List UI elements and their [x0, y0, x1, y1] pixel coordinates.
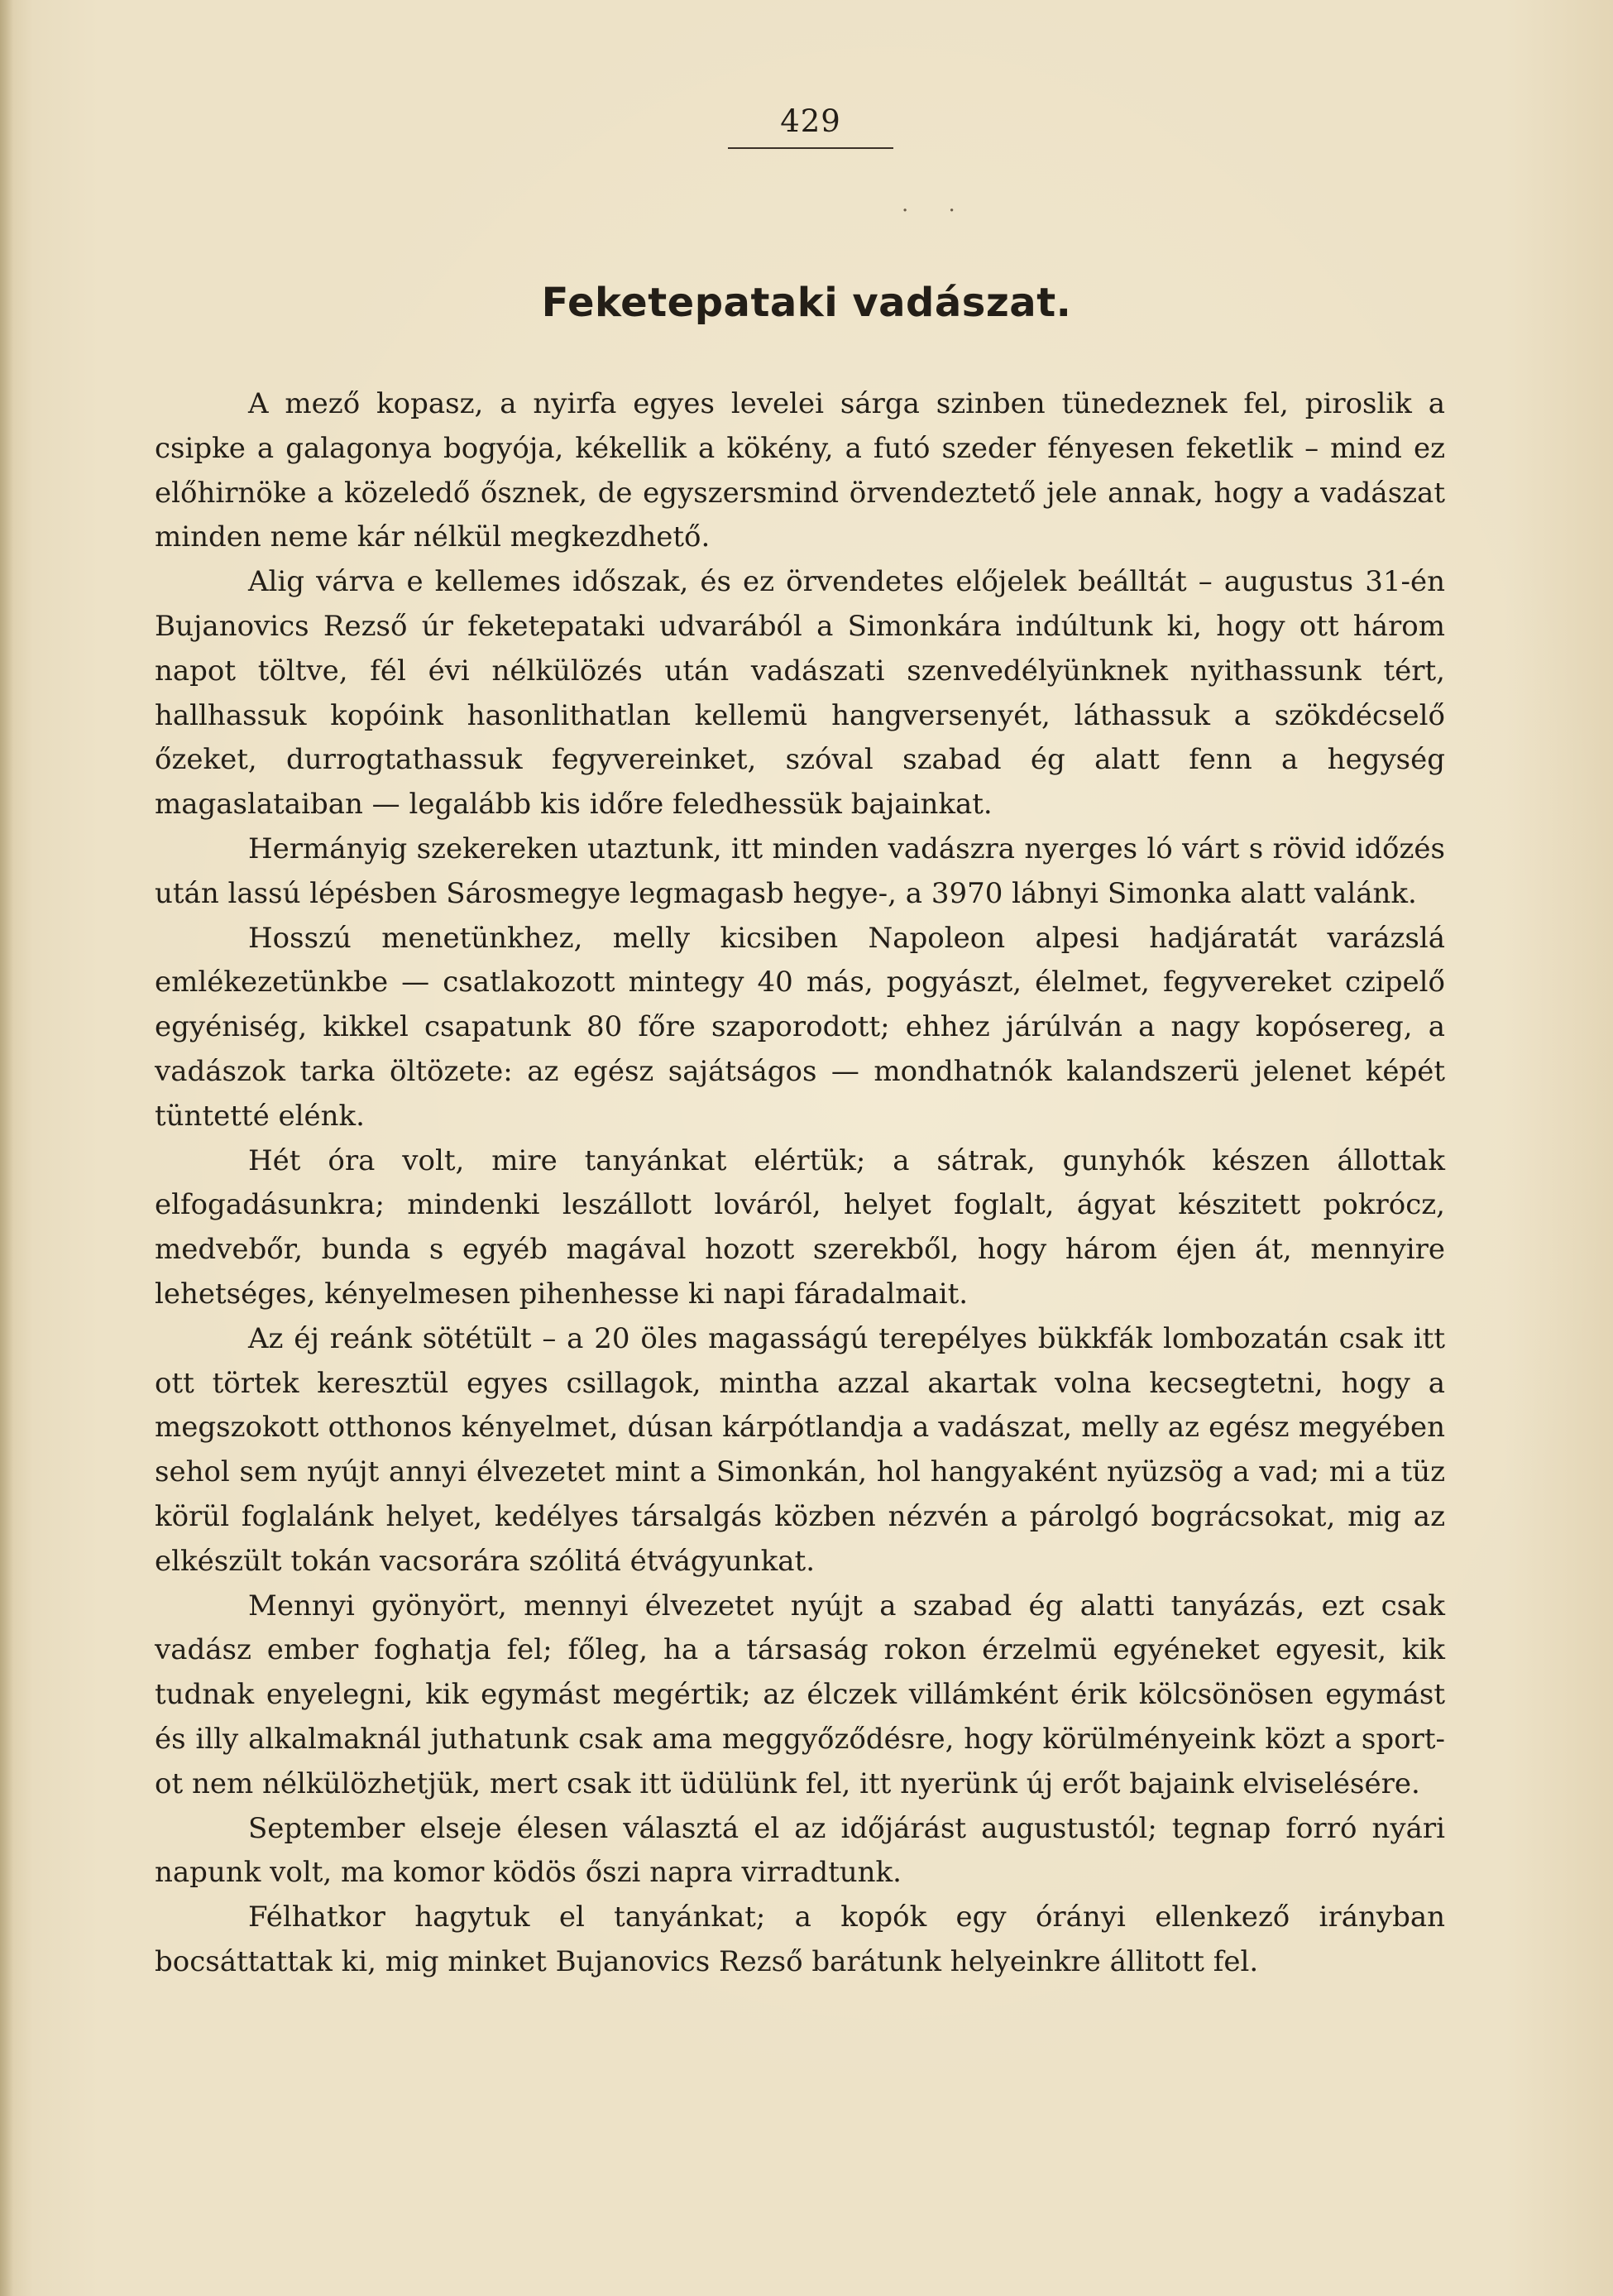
paragraph-9: Félhatkor hagytuk el tanyánkat; a kopók egy órányi ellenkező irányban bocsáttattak ki, mig minket Bujanovics Rezső barátunk helyeinkre állitott fel. — [155, 1901, 1445, 1978]
paragraph-4: Hosszú menetünkhez, melly kicsiben Napoleon alpesi hadjáratát varázslá emlékezetünkbe — csatlakozott mintegy 40 más, pogyászt, élelmet, fegyvereket czipelő egyéniség, kikkel csapatunk 80 főre szaporodott; ehhez járúlván a nagy kopósereg, a vadászok tarka öltözete: az egész sajátságos — mondhatnók kalandszerü jelenet képét tüntetté elénk. — [155, 921, 1445, 1133]
article-title: Feketepataki vadászat. — [541, 280, 1072, 326]
paragraph-2: Alig várva e kellemes időszak, és ez örvendetes előjelek beálltát – augustus 31-én Bujanovics Rezső úr feketepataki udvarából a Simonkára indúltunk ki, hogy ott három napot töltve, fél évi nélkülözés után vadászati szenvedélyünknek nyithassunk tért, hallhassuk kopóink hasonlithatlan kellemü hangversenyét, láthassuk a szökdécselő őzeket, durrogtathassuk fegyvereinket, szóval szabad ég alatt fenn a hegység magaslataiban — legalább kis időre feledhessük bajainkat. — [155, 565, 1445, 822]
paragraph-7: Mennyi gyönyört, mennyi élvezetet nyújt a szabad ég alatti tanyázás, ezt csak vadász ember foghatja fel; főleg, ha a társaság rokon érzelmü egyéneket egyesit, kik tudnak enyelegni, kik egymást megértik; az élczek villámként érik kölcsönösen egymást és illy alkalmaknál juthatunk csak ama meggyőződésre, hogy körülményeink közt a sport-ot nem nélkülözhetjük, mert csak itt üdülünk fel, itt nyerünk új erőt bajaink elviselésére. — [155, 1589, 1445, 1800]
paragraph-5: Hét óra volt, mire tanyánkat elértük; a sátrak, gunyhók készen állottak elfogadásunkra; mindenki leszállott lováról, helyet foglalt, ágyat készitett pokrócz, medvebőr, bunda s egyéb magával hozott szerekből, hogy három éjen át, mennyire lehetséges, kényelmesen pihenhesse ki napi fáradalmait. — [155, 1143, 1445, 1311]
article-body — [155, 382, 1445, 1985]
paragraph-8: September elseje élesen választá el az időjárást augustustól; tegnap forró nyári napunk volt, ma komor ködös őszi napra virradtunk. — [155, 1811, 1445, 1890]
paragraph-6: Az éj reánk sötétült – a 20 öles magasságú terepélyes bükkfák lombozatán csak itt ott törtek keresztül egyes csillagok, mintha azzal akartak volna kecsegtetni, hogy a megszokott otthonos kényelmet, dúsan kárpótlandja a vadászat, melly az egész megyében sehol sem nyújt annyi élvezetet mint a Simonkán, hol hangyaként nyüzsög a vad; mi a tüz körül foglalánk helyet, kedélyes társalgás közben nézvén a párolgó bográcsokat, mig az elkészült tokán vacsorára szólitá étvágyunkat. — [155, 1321, 1445, 1578]
page-number-rule — [728, 147, 893, 149]
page-gutter-shadow — [0, 0, 13, 2296]
paragraph-3: Hermányig szekereken utaztunk, itt minden vadászra nyerges ló várt s rövid időzés után lassú lépésben Sárosmegye legmagasb hegye-, a 3970 lábnyi Simonka alatt valánk. — [155, 832, 1445, 910]
paragraph-1: A mező kopasz, a nyirfa egyes levelei sárga szinben tünedeznek fel, piroslik a csipke a galagonya bogyója, kékellik a kökény, a futó szeder fényesen feketlik – mind ez előhirnöke a közeledő ősznek, de egyszersmind örvendeztető jele annak, hogy a vadászat minden neme kár nélkül megkezdhető. — [155, 387, 1445, 554]
bleed-through-marks: · · — [902, 199, 972, 223]
page-number: 429 — [780, 103, 841, 139]
